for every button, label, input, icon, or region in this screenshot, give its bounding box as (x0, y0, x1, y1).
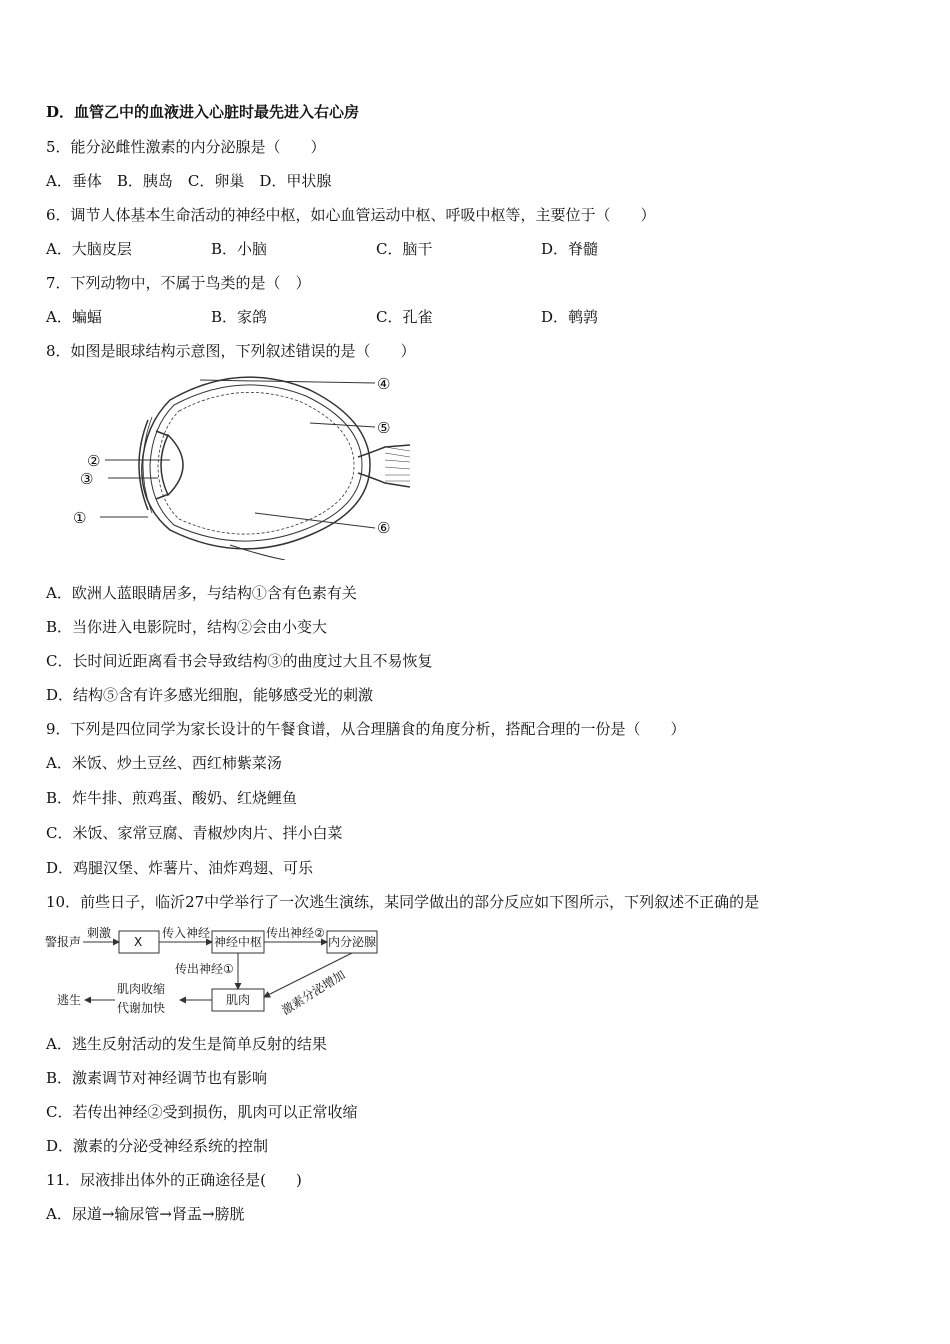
q7-options (46, 307, 706, 327)
flow-efferent-1: 传出神经① (175, 962, 234, 976)
eye-label-3: ③ (80, 470, 94, 488)
q7-option-c: C．孔雀 (376, 308, 433, 326)
eye-label-6: ⑥ (377, 519, 391, 537)
flow-hormone: 激素分泌增加 (279, 967, 348, 1018)
prev-option-d: D．血管乙中的血液进入心脏时最先进入右心房 (46, 103, 360, 121)
flow-alarm: 警报声 (45, 935, 82, 949)
q10-option-b: B．激素调节对神经调节也有影响 (46, 1069, 268, 1087)
q9-option-c: C．米饭、家常豆腐、青椒炒肉片、拌小白菜 (46, 824, 343, 842)
flow-afferent: 传入神经 (162, 926, 211, 940)
q10-option-a: A．逃生反射活动的发生是简单反射的结果 (46, 1035, 327, 1053)
flow-contract: 肌肉收缩 (117, 982, 166, 996)
q6-option-b: B．小脑 (211, 240, 268, 258)
q9-option-a: A．米饭、炒土豆丝、西红柿紫菜汤 (46, 754, 282, 772)
flow-metab: 代谢加快 (117, 1001, 166, 1015)
q5-stem: 5．能分泌雌性激素的内分泌腺是（ ） (46, 138, 326, 156)
q9-stem: 9．下列是四位同学为家长设计的午餐食谱，从合理膳食的角度分析，搭配合理的一份是（ ） (46, 720, 686, 738)
q7-option-b: B．家鸽 (211, 308, 268, 326)
flow-center-box: 神经中枢 (214, 935, 263, 949)
flow-muscle-box: 肌肉 (226, 993, 251, 1007)
flow-endocrine-box: 内分泌腺 (328, 935, 377, 949)
q10-stem: 10．前些日子，临沂27中学举行了一次逃生演练，某同学做出的部分反应如下图所示，下列叙述不正确的是 (46, 893, 760, 911)
q10-option-d: D．激素的分泌受神经系统的控制 (46, 1137, 269, 1155)
flow-stimulus: 刺激 (87, 926, 112, 940)
q10-option-c: C．若传出神经②受到损伤，肌肉可以正常收缩 (46, 1103, 358, 1121)
flow-x-box: X (134, 935, 143, 949)
q7-option-a: A．蝙蝠 (46, 308, 102, 326)
q8-stem: 8．如图是眼球结构示意图，下列叙述错误的是（ ） (46, 342, 416, 360)
q11-stem: 11．尿液排出体外的正确途径是( ) (46, 1171, 302, 1189)
q8-option-b: B．当你进入电影院时，结构②会由小变大 (46, 618, 328, 636)
q7-option-d: D．鹌鹑 (541, 308, 599, 326)
eye-label-2: ② (87, 452, 101, 470)
q11-option-a: A．尿道→输尿管→肾盂→膀胱 (46, 1205, 245, 1223)
q8-option-d: D．结构⑤含有许多感光细胞，能够感受光的刺激 (46, 686, 374, 704)
q6-option-c: C．脑干 (376, 240, 433, 258)
q7-stem: 7．下列动物中，不属于鸟类的是（ ） (46, 274, 311, 292)
q8-option-a: A．欧洲人蓝眼睛居多，与结构①含有色素有关 (46, 584, 357, 602)
eye-label-1: ① (73, 509, 87, 527)
q6-option-d: D．脊髓 (541, 240, 599, 258)
q5-options: A．垂体 B．胰岛 C．卵巢 D．甲状腺 (46, 172, 332, 190)
eye-label-5: ⑤ (377, 419, 391, 437)
q8-option-c: C．长时间近距离看书会导致结构③的曲度过大且不易恢复 (46, 652, 433, 670)
q9-option-d: D．鸡腿汉堡、炸薯片、油炸鸡翅、可乐 (46, 859, 314, 877)
q6-stem: 6．调节人体基本生命活动的神经中枢，如心血管运动中枢、呼吸中枢等，主要位于（ ） (46, 206, 656, 224)
q6-option-a: A．大脑皮层 (46, 240, 132, 258)
eye-label-4: ④ (377, 375, 391, 393)
q6-options (46, 239, 706, 259)
eye-diagram (70, 365, 410, 560)
reflex-flow-diagram (45, 923, 385, 1019)
flow-escape: 逃生 (57, 993, 82, 1007)
flow-efferent-2: 传出神经② (266, 926, 325, 940)
q9-option-b: B．炸牛排、煎鸡蛋、酸奶、红烧鲤鱼 (46, 789, 298, 807)
